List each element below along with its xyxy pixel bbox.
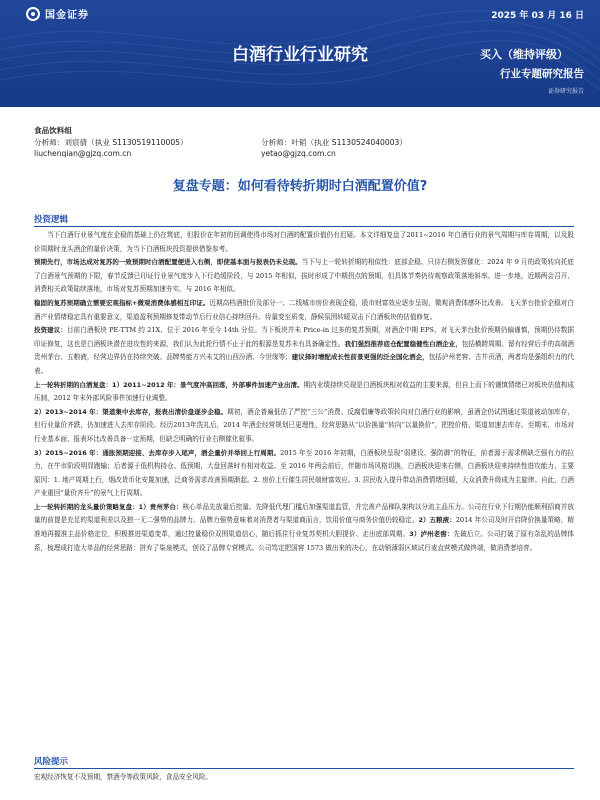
risk-text: 宏观经济恢复不及预期，禁酒令等政策风险，食品安全风险。: [34, 773, 213, 781]
logo-text: 国金证券: [45, 10, 89, 21]
paragraph-intro: 当下白酒行业景气度在企稳的基础上仍在筑底，但股价在年初的回调使得市场对白酒的配置价值仍有迟疑。本文详细复盘了2011~2016 年白酒行业的景气周期与库存周期，以及股价周期时龙头酒企的量价决策，为当下白酒板块投资提供借鉴参考。: [34, 231, 574, 253]
header-banner: [0, 0, 600, 107]
paragraph-leaders: 上一轮转折期的龙头量价策略复盘：1）贵州茅台：核心单品先放量后控量、先降低代理门槛后加强渠道监管，并完善产品梯队架构以分流主品压力。公司在行业下行期仍能顺利招商并放量的前提是充足的渠道利差以及独一无二强势的品牌力。品牌力强势意味着对消费者与渠道商而言，饮用价值与商务价值仍较稳定。2）五粮液：2014 年公司及时开启降价换量策略，精准地再握准主品价格定位，积极推进渠道变革，通过控量稳价双围渠道信心，随后抓住行业复苏契机大胆提价、走出底部周期。3）泸州老窖：先破后立。公司打破了原有杂乱的品牌体系，梳理成打造大单品的经营思路：拼弃了柒泉模式，创设了品牌专营模式。公司笃定把国窖 1573 做出来的决心，在动销薄弱区域试行麦直营模式做终端，做消费者培育。: [34, 502, 575, 552]
rating-badge: 买入（维持评级）: [480, 48, 568, 61]
report-date: 2025 年 03 月 16 日: [491, 11, 584, 21]
paragraph-review-2011: 上一轮转折期的白酒复盘：1）2011~2012 年：景气度冲高回落，外部事件加速产业出清。期内业绩持续兑现是白酒板块相对收益的主要来源，但自上而下的谨慎情绪已对板块估值构成压制，2012 年末外部风险事件加速行业调整。: [34, 380, 574, 403]
analyst-row: [34, 137, 407, 149]
main-title: 复盘专题：如何看待转折期时白酒配置价值?: [172, 179, 428, 194]
email-2[interactable]: yetao@gjzq.com.cn: [261, 149, 336, 158]
report-type: 行业专题研究报告: [500, 68, 584, 80]
section-heading-logic: 投资逻辑: [34, 215, 69, 225]
analyst-2: 分析师：叶韬（执业 S1130524040003）: [261, 137, 407, 147]
analyst-1: 分析师：刘宸倩（执业 S1130519110005）: [34, 137, 188, 147]
email-1[interactable]: liuchenqian@gjzq.com.cn: [34, 149, 132, 158]
section-divider-risk: [34, 768, 574, 769]
tagline: 证券研究报告: [547, 88, 584, 95]
paragraph-review-2013: 2）2013~2014 年：渠道集中去库存，报表出清价盘逐步企稳。期初，酒企普遍低估了严控“三公”消费、反腐倡廉等政策转向对白酒行业的影响，虽酒企仍试图通过渠道被动加库存，但行业量价齐跌，仍加速进入去库存阶段。经历2013年洗礼后，2014 年酒企经营规划已更理性，经营思路从“以价换量”转向“以量换价”，把控价格、渠道加速去库存。至期末，市场对行业基本面、报表环比改善具备一定预期，但缺乏明确的行业右侧催化叙事。: [34, 407, 574, 443]
paragraph-advice: 投资建议：目前白酒板块 PE-TTM 约 21X、位于 2016 年至今 14th 分位。当下板块并未 Price-in 过多的复苏预期，对酒企中期 EPS、对飞天茅台批价预期仍偏谨慎，预期仍待数据印证修复，这也是白酒板块潜在进攻性的来源，我们认为此轮行情不止于此的根源是复苏未有具备确定性。我们强烈推荐底仓配置稳健性白酒企业，包括横跨周期、留有经营后手的高端酒贵州茅台、五粮液，经营边界仍在持续突破、品牌势能方兴未艾的山西汾酒、今世缘等；建议择时增配成长性前景更强的泛全国化酒企，包括泸州老窖、古井贡酒，两者均是强组织力的代表。: [34, 326, 575, 375]
team-name: 食品饮料组: [34, 126, 72, 135]
section-divider: [34, 226, 574, 227]
analyst-info: [34, 125, 407, 160]
paragraph-expectation: 预期先行，市场达成对复苏的一致预期时白酒配置便进入右侧，即使基本面与报表仍未兑现。当下与上一轮转折期的相似性：底部企稳、只待右侧发挥催化：2024 年 9 月的政策转向托底了白酒景气预期的下限，春节反馈已印证行业景气度步入下行趋缓阶段，与 2015 年相似，拔时形成了中期拐点的预期，但具体节奏仍待观察政策落地斜率。进一步地，近期两会召开、消费相关政策陆续落地，市场对复苏预期加速夯实，与 2016 年相似。: [34, 258, 575, 294]
paragraph-recovery: 稳固的复苏预期确立需要宏观指标+微观消费体感相互印证。近期高档酒批价及部分一、二线城市房价表现企稳，股市财富效应逐步呈现，微观消费体感环比改善。飞天茅台批价企稳对白酒产业情绪稳定具有重要意义，渠道盈利预期修复带动节后行业信心持续回升。待量变至质变，静候氛围转暖双击下白酒板块的估值修复。: [34, 298, 575, 321]
logo-icon: [26, 7, 40, 21]
investment-logic-body: [34, 229, 574, 555]
paragraph-review-2015: 3）2015~2016 年：通胀预期迎接、去库存步入尾声，酒企量价并举回上行周期。2015 年至 2016 年初期，白酒板块呈现“弱建设、强防御”的特征，前者源于需求侧缺乏强有力的拉力，在牛市阶段明显跑输；后者源于低机构持仓、低预期，大盘回落时有相对收益。至 2016 年两会前后，伴随市场风格切换，白酒板块迎来右侧，白酒板块迎来持续性进攻能力，主要原因：1. 地产周期上行，烟改货币化安置加速，泛商务需求改善预期渐起。2. 房价上行催生居民端财富效应。3. 居民收入提升带动消费情绪回暖，大众消费升级成为主旋律。自此，白酒产业重回“量价齐升”的景气上行周期。: [34, 448, 574, 498]
company-logo: [26, 6, 89, 21]
section-heading-risk: 风险提示: [34, 757, 69, 767]
email-row: [34, 148, 407, 160]
report-title: 白酒行业行业研究: [232, 45, 368, 65]
